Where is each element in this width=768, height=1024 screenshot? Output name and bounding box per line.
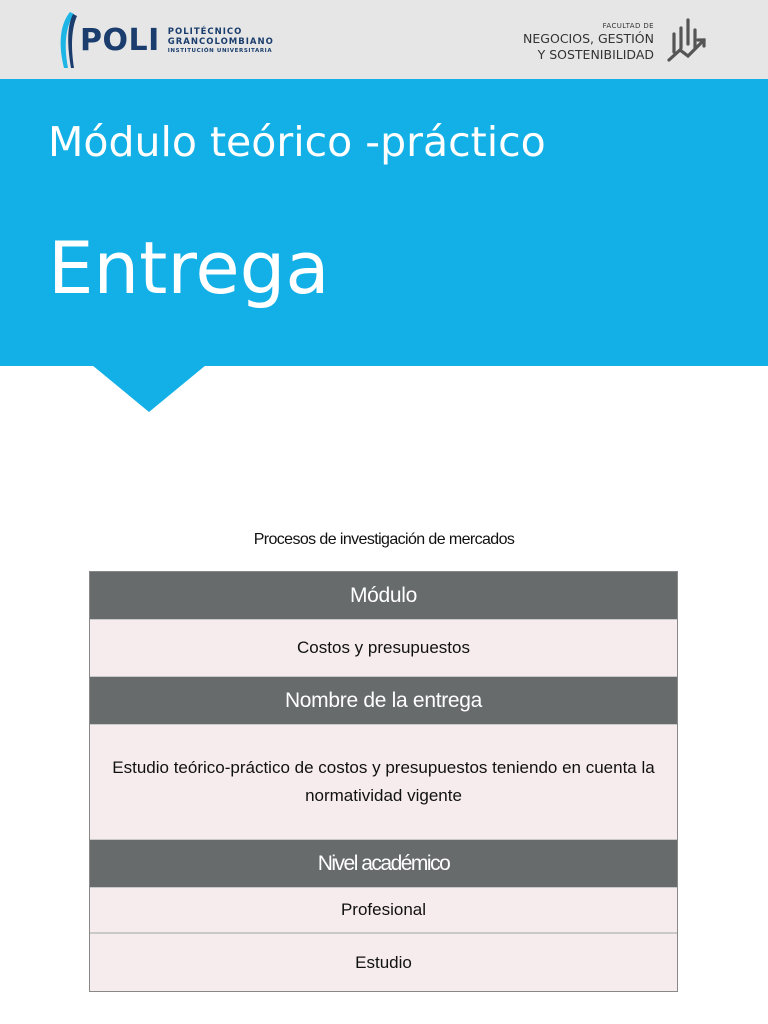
- delivery-value: [90, 724, 677, 840]
- type-value-text: Estudio: [355, 952, 412, 972]
- poli-line-3: INSTITUCIÓN UNIVERSITARIA: [167, 47, 273, 54]
- top-bar: [0, 0, 768, 79]
- program-name: Procesos de investigación de mercados: [253, 531, 515, 548]
- info-table: [89, 571, 678, 992]
- delivery-header: Nombre de la entrega: [90, 677, 677, 724]
- banner-title: Entrega: [48, 226, 330, 310]
- level-value-text: Profesional: [340, 900, 427, 919]
- faculty-line-1: FACULTAD DE: [602, 22, 654, 30]
- growth-chart-icon: [666, 14, 710, 64]
- banner-subtitle: Módulo teórico -práctico: [48, 118, 546, 166]
- module-header: Módulo: [90, 572, 677, 619]
- delivery-value-text: Estudio teórico-práctico de costos y presupuestos teniendo en cuenta la normatividad vigente: [112, 758, 655, 805]
- faculty-line-2: NEGOCIOS, GESTIÓN: [523, 31, 654, 46]
- poli-line-2: GRANCOLOMBIANO: [167, 36, 274, 47]
- poli-logo[interactable]: [56, 10, 274, 72]
- module-value-text: Costos y presupuestos: [297, 638, 470, 657]
- level-header: Nivel académico: [90, 840, 677, 887]
- faculty-line-3: Y SOSTENIBILIDAD: [537, 47, 654, 62]
- banner-arrow: [92, 365, 206, 412]
- poli-institution-text: [168, 27, 274, 56]
- type-value: [90, 933, 677, 991]
- poli-line-1: POLITÉCNICO: [167, 26, 243, 37]
- level-value: [90, 887, 677, 933]
- module-value: [90, 619, 677, 677]
- faculty-logo: [523, 22, 654, 63]
- poli-brand-text: POLI: [80, 23, 160, 58]
- poli-swoosh-icon: [56, 10, 78, 72]
